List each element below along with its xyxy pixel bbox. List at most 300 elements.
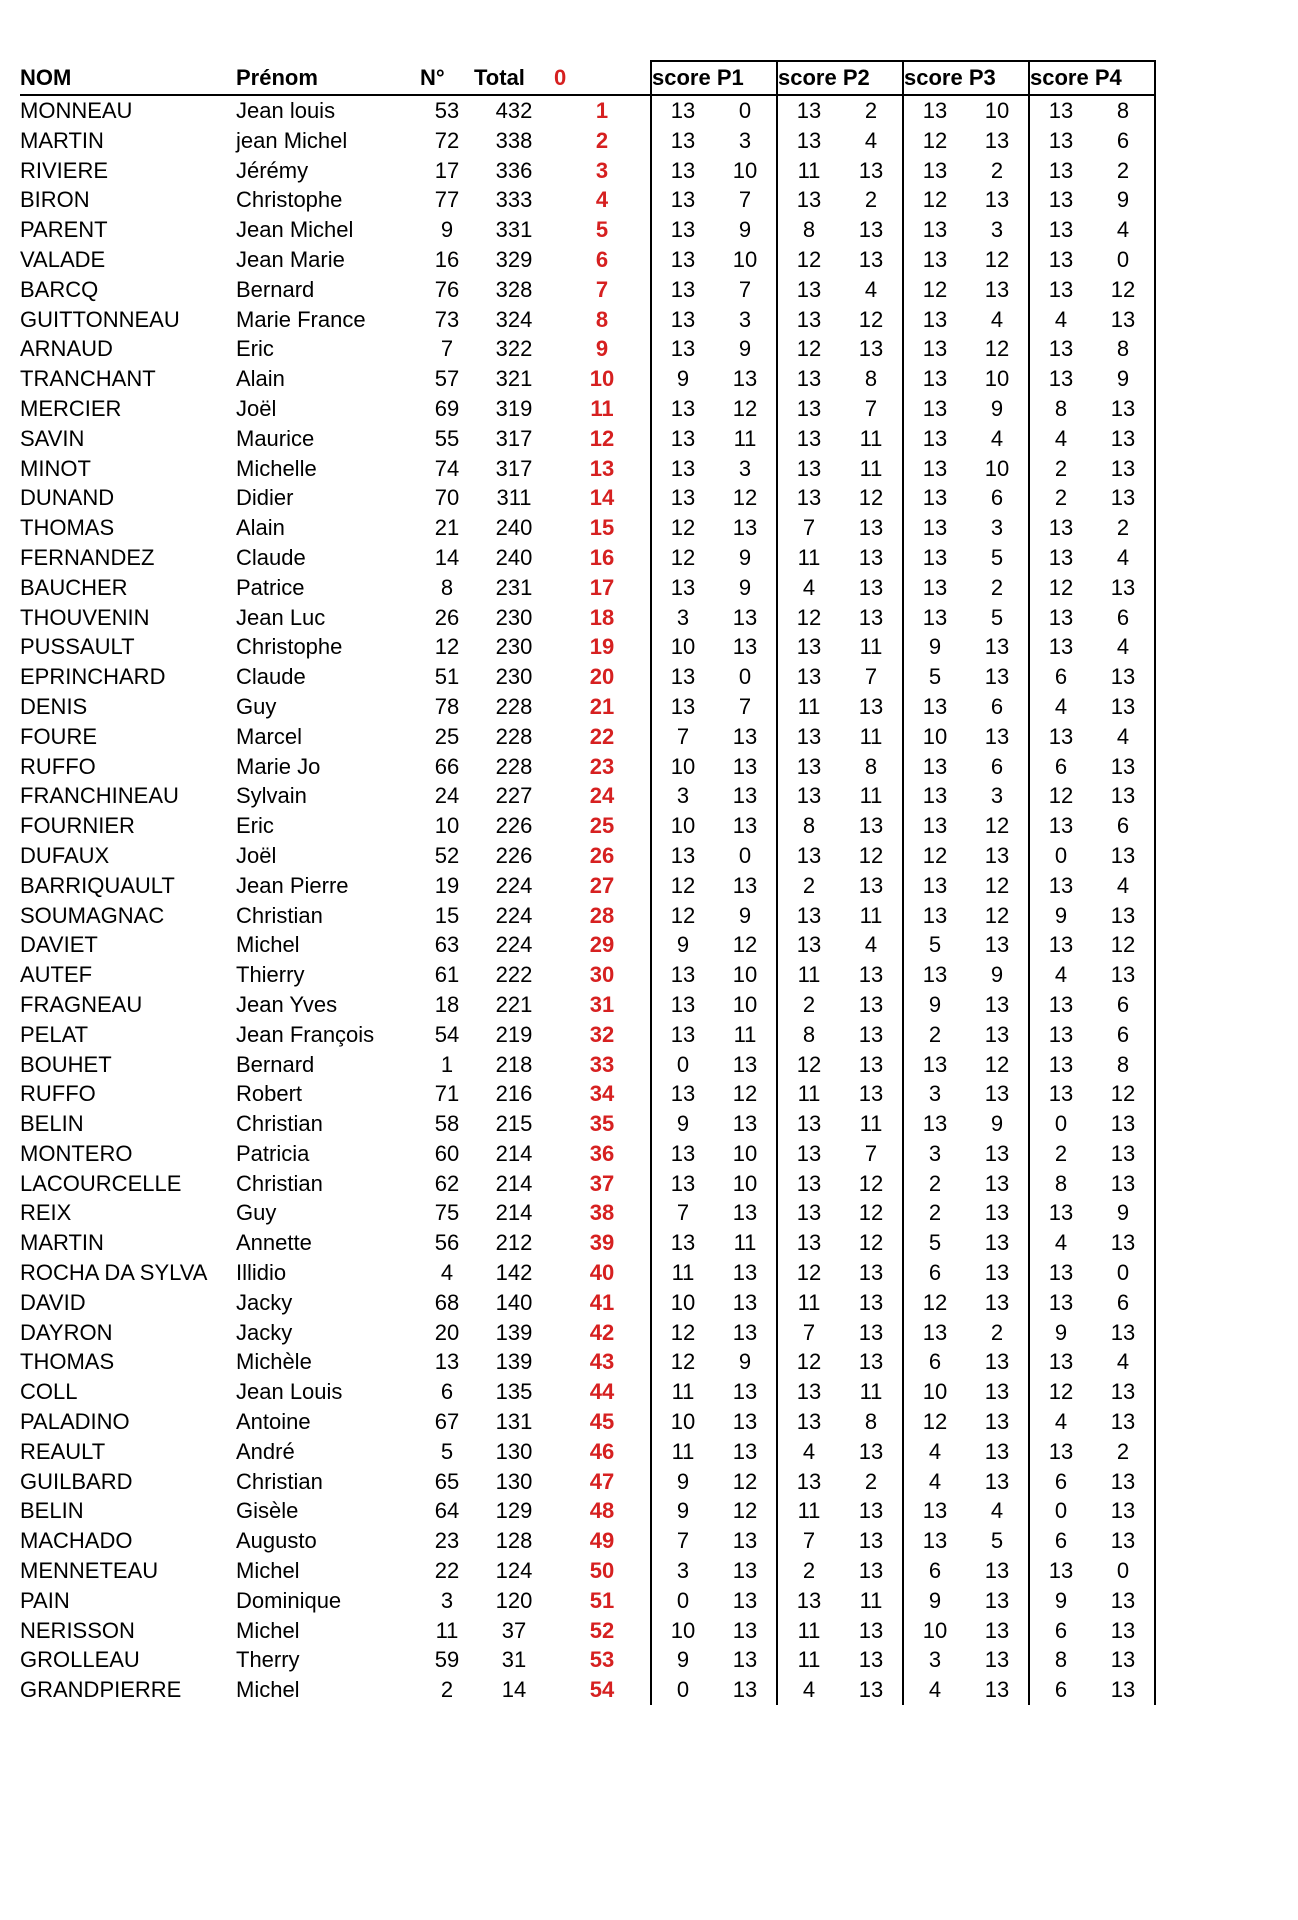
cell-p4-b: 13: [1092, 841, 1155, 871]
cell-nom: GUITTONNEAU: [20, 306, 180, 332]
cell-p4-a: 2: [1029, 454, 1092, 484]
cell-p1-a: 0: [651, 1675, 714, 1705]
cell-total: 139: [495, 1349, 533, 1375]
cell-p2-a: 2: [777, 990, 840, 1020]
cell-total: 139: [495, 1319, 533, 1345]
cell-p2-a: 12: [777, 603, 840, 633]
table-row: [20, 394, 1155, 424]
cell-p4-a: 12: [1029, 573, 1092, 603]
cell-p2-b: 13: [858, 1647, 884, 1673]
cell-rank: 25: [589, 813, 615, 839]
cell-p2-b: 12: [858, 1200, 884, 1226]
cell-nom: SAVIN: [20, 425, 85, 451]
table-row: [20, 662, 1155, 692]
cell-p1-a: 13: [651, 1020, 714, 1050]
table-row: [20, 990, 1155, 1020]
cell-p3-b: 13: [984, 842, 1010, 868]
cell-rank: 12: [589, 425, 615, 451]
cell-p3-b: 13: [984, 1021, 1010, 1047]
cell-p3-b: 3: [990, 515, 1004, 541]
cell-total: 228: [495, 693, 533, 719]
cell-rank: 13: [589, 455, 615, 481]
cell-p4-b: 13: [1092, 781, 1155, 811]
cell-num: 70: [434, 485, 460, 511]
cell-nom: ROCHA DA SYLVA: [20, 1260, 208, 1286]
cell-p3-b: 13: [984, 1409, 1010, 1435]
cell-p2-a: 13: [777, 454, 840, 484]
table-row: [20, 1318, 1155, 1348]
cell-prenom: Marie France: [236, 306, 366, 332]
table-row: [20, 1169, 1155, 1199]
cell-p3-b: 9: [990, 395, 1004, 421]
cell-p1-a: 7: [651, 722, 714, 752]
cell-p3-b: 13: [984, 1230, 1010, 1256]
cell-p1-b: 9: [738, 574, 752, 600]
cell-p4-a: 13: [1029, 95, 1092, 126]
cell-p1-a: 13: [651, 841, 714, 871]
cell-total: 230: [495, 634, 533, 660]
cell-prenom: Alain: [236, 515, 285, 541]
cell-nom: REAULT: [20, 1438, 106, 1464]
cell-nom: GUILBARD: [20, 1468, 133, 1494]
cell-p3-b: 5: [990, 604, 1004, 630]
table-row: [20, 632, 1155, 662]
cell-p3-a: 12: [903, 841, 966, 871]
cell-p4-a: 13: [1029, 543, 1092, 573]
table-row: [20, 513, 1155, 543]
cell-p1-b: 13: [732, 1051, 758, 1077]
cell-p2-a: 12: [777, 245, 840, 275]
cell-total: 226: [495, 842, 533, 868]
cell-nom: MERCIER: [20, 395, 122, 421]
cell-p1-b: 13: [732, 813, 758, 839]
cell-p4-b: 0: [1092, 245, 1155, 275]
cell-total: 130: [495, 1438, 533, 1464]
table-row: [20, 543, 1155, 573]
table-row: [20, 1020, 1155, 1050]
cell-nom: BELIN: [20, 1498, 84, 1524]
cell-p3-b: 10: [984, 455, 1010, 481]
cell-p2-b: 13: [858, 1051, 884, 1077]
table-row: [20, 1496, 1155, 1526]
cell-p2-b: 13: [858, 515, 884, 541]
cell-num: 4: [440, 1260, 454, 1286]
cell-num: 62: [434, 1170, 460, 1196]
cell-p3-b: 13: [984, 1260, 1010, 1286]
cell-nom: LACOURCELLE: [20, 1170, 182, 1196]
cell-nom: THOUVENIN: [20, 604, 150, 630]
cell-p1-b: 9: [738, 217, 752, 243]
cell-p3-a: 13: [903, 543, 966, 573]
cell-p4-b: 13: [1092, 752, 1155, 782]
cell-p4-b: 8: [1092, 95, 1155, 126]
cell-p3-b: 13: [984, 1140, 1010, 1166]
cell-p1-a: 3: [651, 1556, 714, 1586]
cell-p2-a: 2: [777, 871, 840, 901]
cell-rank: 53: [589, 1647, 615, 1673]
cell-rank: 22: [589, 723, 615, 749]
cell-num: 66: [434, 753, 460, 779]
cell-p4-a: 4: [1029, 424, 1092, 454]
cell-p1-a: 13: [651, 960, 714, 990]
cell-nom: BELIN: [20, 1111, 84, 1137]
cell-rank: 35: [589, 1111, 615, 1137]
cell-nom: RIVIERE: [20, 157, 109, 183]
cell-nom: DUFAUX: [20, 842, 110, 868]
cell-p2-a: 13: [777, 364, 840, 394]
cell-p3-a: 13: [903, 483, 966, 513]
cell-p1-a: 10: [651, 1288, 714, 1318]
cell-nom: PUSSAULT: [20, 634, 135, 660]
cell-num: 64: [434, 1498, 460, 1524]
cell-p3-b: 12: [984, 246, 1010, 272]
cell-p1-b: 12: [732, 395, 758, 421]
cell-p2-a: 12: [777, 1347, 840, 1377]
cell-p2-b: 13: [858, 544, 884, 570]
cell-rank: 44: [589, 1379, 615, 1405]
cell-p1-b: 13: [732, 1677, 758, 1703]
cell-p1-a: 9: [651, 1645, 714, 1675]
cell-p2-a: 11: [777, 960, 840, 990]
cell-p4-a: 13: [1029, 275, 1092, 305]
cell-rank: 18: [589, 604, 615, 630]
cell-nom: BARCQ: [20, 276, 99, 302]
cell-num: 67: [434, 1409, 460, 1435]
cell-num: 15: [434, 902, 460, 928]
cell-p3-a: 6: [903, 1347, 966, 1377]
cell-prenom: Bernard: [236, 276, 315, 302]
cell-nom: THOMAS: [20, 515, 115, 541]
cell-p4-b: 6: [1092, 1020, 1155, 1050]
cell-total: 224: [495, 902, 533, 928]
cell-p4-a: 13: [1029, 722, 1092, 752]
cell-p2-b: 11: [859, 425, 883, 451]
cell-num: 1: [440, 1051, 454, 1077]
cell-rank: 10: [589, 366, 615, 392]
table-row: [20, 305, 1155, 335]
cell-p1-a: 13: [651, 692, 714, 722]
cell-num: 25: [434, 723, 460, 749]
cell-prenom: Jean Michel: [236, 217, 354, 243]
cell-prenom: Jean Luc: [236, 604, 326, 630]
cell-p2-b: 13: [858, 246, 884, 272]
cell-p1-a: 13: [651, 424, 714, 454]
cell-prenom: Claude: [236, 544, 306, 570]
cell-p4-b: 6: [1092, 126, 1155, 156]
cell-p4-a: 13: [1029, 1198, 1092, 1228]
cell-p2-a: 12: [777, 334, 840, 364]
cell-p4-b: 0: [1092, 1258, 1155, 1288]
cell-p1-a: 12: [651, 1318, 714, 1348]
cell-p2-a: 8: [777, 1020, 840, 1050]
cell-p3-a: 12: [903, 275, 966, 305]
cell-p4-a: 0: [1029, 1496, 1092, 1526]
cell-p3-b: 13: [984, 1200, 1010, 1226]
cell-p4-a: 13: [1029, 513, 1092, 543]
cell-p1-b: 12: [732, 932, 758, 958]
cell-p3-b: 9: [990, 962, 1004, 988]
cell-p4-a: 0: [1029, 1109, 1092, 1139]
cell-num: 65: [434, 1468, 460, 1494]
cell-p3-a: 10: [903, 722, 966, 752]
cell-prenom: Eric: [236, 813, 274, 839]
cell-p1-a: 10: [651, 1616, 714, 1646]
cell-prenom: Michel: [236, 932, 300, 958]
cell-num: 17: [434, 157, 460, 183]
cell-p1-a: 9: [651, 1496, 714, 1526]
cell-p2-a: 4: [777, 1437, 840, 1467]
cell-rank: 30: [589, 962, 615, 988]
cell-p3-a: 5: [903, 662, 966, 692]
cell-nom: COLL: [20, 1379, 78, 1405]
cell-p4-a: 13: [1029, 185, 1092, 215]
cell-rank: 7: [595, 276, 609, 302]
cell-p3-b: 13: [984, 1558, 1010, 1584]
cell-total: 128: [495, 1528, 533, 1554]
cell-p2-a: 11: [777, 1616, 840, 1646]
cell-prenom: Christian: [236, 1468, 323, 1494]
cell-p3-b: 4: [990, 1498, 1004, 1524]
cell-rank: 37: [589, 1170, 615, 1196]
cell-total: 432: [495, 98, 533, 123]
cell-total: 338: [495, 127, 533, 153]
cell-prenom: Therry: [236, 1647, 300, 1673]
cell-p2-a: 13: [777, 752, 840, 782]
cell-nom: BOUHET: [20, 1051, 112, 1077]
cell-p1-b: 13: [732, 1438, 758, 1464]
cell-p1-a: 10: [651, 811, 714, 841]
cell-p2-b: 13: [858, 1289, 884, 1315]
cell-p4-a: 13: [1029, 871, 1092, 901]
cell-num: 72: [434, 127, 460, 153]
cell-rank: 47: [589, 1468, 615, 1494]
cell-p2-b: 8: [864, 1409, 878, 1435]
cell-p3-b: 13: [984, 664, 1010, 690]
cell-rank: 1: [595, 98, 609, 123]
cell-total: 240: [495, 515, 533, 541]
cell-p2-b: 12: [858, 485, 884, 511]
cell-rank: 31: [589, 991, 615, 1017]
cell-p1-b: 11: [733, 425, 757, 451]
cell-p3-a: 13: [903, 752, 966, 782]
cell-rank: 29: [589, 932, 615, 958]
cell-prenom: Michel: [236, 1677, 300, 1703]
cell-p2-a: 13: [777, 930, 840, 960]
cell-p3-b: 13: [984, 1677, 1010, 1703]
table-row: [20, 126, 1155, 156]
cell-p4-b: 4: [1092, 543, 1155, 573]
cell-p3-b: 6: [990, 753, 1004, 779]
cell-p3-a: 13: [903, 1526, 966, 1556]
cell-p4-b: 0: [1092, 1556, 1155, 1586]
cell-p4-b: 6: [1092, 603, 1155, 633]
cell-p2-a: 13: [777, 1198, 840, 1228]
header-score-p3: score P3: [903, 61, 1029, 95]
cell-prenom: Annette: [236, 1230, 312, 1256]
cell-p1-b: 12: [732, 485, 758, 511]
cell-p4-b: 13: [1092, 573, 1155, 603]
cell-p1-b: 11: [733, 1230, 757, 1256]
cell-prenom: Thierry: [236, 962, 305, 988]
cell-prenom: Alain: [236, 366, 285, 392]
cell-p4-a: 12: [1029, 1377, 1092, 1407]
cell-total: 311: [496, 485, 532, 511]
cell-p2-a: 13: [777, 1586, 840, 1616]
cell-nom: TRANCHANT: [20, 366, 156, 392]
cell-p1-a: 13: [651, 454, 714, 484]
cell-p4-b: 13: [1092, 1645, 1155, 1675]
cell-total: 214: [495, 1170, 533, 1196]
cell-prenom: Patricia: [236, 1140, 310, 1166]
cell-nom: AUTEF: [20, 962, 93, 988]
table-row: [20, 871, 1155, 901]
cell-nom: DAVID: [20, 1289, 86, 1315]
cell-p4-a: 8: [1029, 1645, 1092, 1675]
cell-p1-b: 13: [732, 515, 758, 541]
header-score-p1: score P1: [651, 61, 777, 95]
cell-p2-b: 13: [858, 813, 884, 839]
cell-p1-a: 7: [651, 1198, 714, 1228]
cell-p1-a: 13: [651, 156, 714, 186]
table-row: [20, 930, 1155, 960]
cell-total: 221: [495, 991, 533, 1017]
cell-p3-a: 10: [903, 1377, 966, 1407]
cell-prenom: jean Michel: [236, 127, 348, 153]
table-body: [20, 95, 1155, 1705]
cell-p1-b: 13: [732, 1379, 758, 1405]
cell-prenom: Jean Louis: [236, 1379, 343, 1405]
cell-p1-a: 11: [651, 1437, 714, 1467]
cell-total: 336: [495, 157, 533, 183]
cell-total: 224: [495, 872, 533, 898]
cell-p4-b: 13: [1092, 1467, 1155, 1497]
cell-p2-b: 11: [859, 1379, 883, 1405]
cell-p2-b: 13: [858, 991, 884, 1017]
cell-p2-a: 11: [777, 692, 840, 722]
cell-p4-b: 4: [1092, 215, 1155, 245]
cell-rank: 32: [589, 1021, 615, 1047]
cell-num: 20: [434, 1319, 460, 1345]
cell-p3-a: 13: [903, 603, 966, 633]
cell-p4-b: 8: [1092, 1050, 1155, 1080]
cell-p3-a: 10: [903, 1616, 966, 1646]
cell-num: 75: [434, 1200, 460, 1226]
cell-p3-b: 13: [984, 991, 1010, 1017]
cell-p1-a: 13: [651, 334, 714, 364]
table-row: [20, 364, 1155, 394]
cell-prenom: Guy: [236, 1200, 277, 1226]
header-prenom: Prénom: [236, 64, 318, 90]
cell-total: 230: [495, 604, 533, 630]
cell-num: 6: [440, 1379, 454, 1405]
cell-p2-a: 13: [777, 483, 840, 513]
cell-p2-b: 8: [864, 753, 878, 779]
cell-p1-b: 9: [738, 336, 752, 362]
cell-prenom: Jérémy: [236, 157, 309, 183]
cell-p4-a: 4: [1029, 1407, 1092, 1437]
cell-p4-b: 13: [1092, 1407, 1155, 1437]
cell-p3-b: 13: [984, 1647, 1010, 1673]
cell-nom: ARNAUD: [20, 336, 113, 362]
cell-p4-a: 13: [1029, 364, 1092, 394]
cell-p2-b: 13: [858, 1349, 884, 1375]
cell-num: 56: [434, 1230, 460, 1256]
cell-p1-b: 13: [732, 1528, 758, 1554]
cell-p4-b: 4: [1092, 1347, 1155, 1377]
cell-p2-a: 13: [777, 305, 840, 335]
cell-p4-a: 13: [1029, 1556, 1092, 1586]
cell-num: 22: [434, 1558, 460, 1584]
cell-p1-b: 13: [732, 1558, 758, 1584]
cell-p4-b: 9: [1092, 1198, 1155, 1228]
cell-p3-b: 13: [984, 276, 1010, 302]
cell-p3-a: 13: [903, 1318, 966, 1348]
cell-p1-b: 13: [732, 783, 758, 809]
cell-p4-a: 13: [1029, 1437, 1092, 1467]
cell-total: 321: [495, 366, 533, 392]
cell-p2-a: 11: [777, 156, 840, 186]
cell-p2-b: 13: [858, 336, 884, 362]
cell-p1-b: 10: [732, 1140, 758, 1166]
cell-rank: 40: [589, 1260, 615, 1286]
cell-p4-b: 13: [1092, 305, 1155, 335]
cell-total: 328: [495, 276, 533, 302]
cell-p1-a: 0: [651, 1050, 714, 1080]
cell-rank: 20: [589, 664, 615, 690]
cell-rank: 50: [589, 1558, 615, 1584]
cell-p1-b: 13: [732, 872, 758, 898]
cell-p3-a: 13: [903, 573, 966, 603]
cell-p2-a: 13: [777, 126, 840, 156]
cell-prenom: Michel: [236, 1558, 300, 1584]
cell-p1-a: 12: [651, 901, 714, 931]
cell-p2-b: 11: [859, 783, 883, 809]
table-row: [20, 1645, 1155, 1675]
cell-p3-a: 13: [903, 1109, 966, 1139]
cell-p2-a: 13: [777, 781, 840, 811]
cell-nom: FOURNIER: [20, 813, 135, 839]
cell-p4-b: 13: [1092, 1228, 1155, 1258]
cell-num: 23: [434, 1528, 460, 1554]
cell-p4-a: 13: [1029, 1079, 1092, 1109]
cell-prenom: Eric: [236, 336, 274, 362]
cell-p3-b: 13: [984, 1587, 1010, 1613]
cell-p2-b: 11: [859, 1587, 883, 1613]
cell-p2-b: 13: [858, 574, 884, 600]
cell-nom: RUFFO: [20, 1081, 96, 1107]
cell-prenom: Jacky: [236, 1319, 293, 1345]
cell-p3-b: 12: [984, 336, 1010, 362]
cell-p4-b: 13: [1092, 1586, 1155, 1616]
cell-p4-b: 13: [1092, 1377, 1155, 1407]
cell-p1-b: 13: [732, 753, 758, 779]
cell-total: 329: [495, 246, 533, 272]
cell-p2-a: 13: [777, 185, 840, 215]
cell-p2-a: 12: [777, 1050, 840, 1080]
cell-p2-b: 13: [858, 1498, 884, 1524]
cell-p4-a: 13: [1029, 156, 1092, 186]
cell-nom: DUNAND: [20, 485, 115, 511]
table-row: [20, 901, 1155, 931]
cell-p2-a: 13: [777, 95, 840, 126]
cell-total: 214: [495, 1140, 533, 1166]
cell-p4-b: 9: [1092, 364, 1155, 394]
cell-p3-b: 12: [984, 813, 1010, 839]
cell-p2-b: 13: [858, 693, 884, 719]
cell-nom: GRANDPIERRE: [20, 1677, 182, 1703]
table-row: [20, 185, 1155, 215]
cell-p2-b: 12: [858, 306, 884, 332]
